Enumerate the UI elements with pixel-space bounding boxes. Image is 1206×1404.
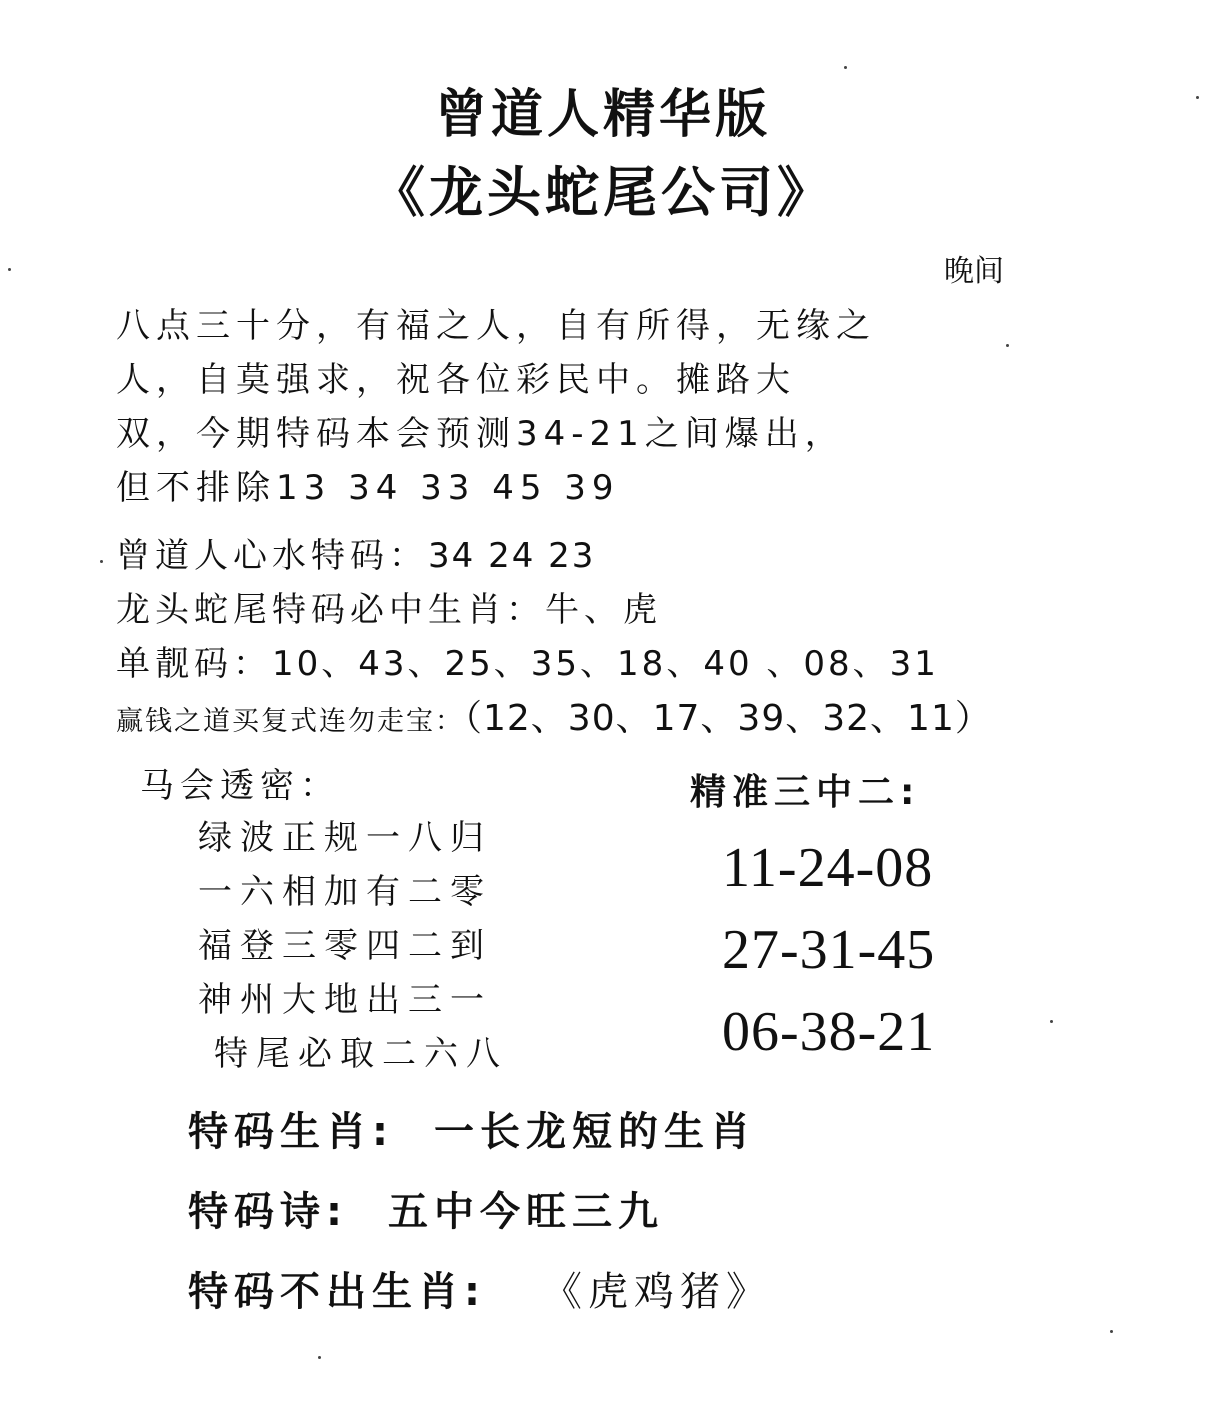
win-way-values: （12、30、17、39、32、11） (464, 698, 992, 739)
page-title: 曾道人精华版 (434, 85, 771, 145)
win-way-line (116, 690, 992, 741)
intro-line-3: 双，今期特码本会预测34-21之间爆出， (116, 414, 845, 454)
scan-speck (1110, 1330, 1113, 1333)
poem-line-4: 神州大地出三一 (198, 980, 492, 1020)
scan-speck (1006, 344, 1009, 347)
zodiac-label: 龙头蛇尾特码必中生肖： (116, 590, 545, 630)
scan-speck (8, 268, 11, 271)
win-way-label: 赢钱之道买复式连勿走宝： (116, 706, 464, 737)
special-poem-label: 特码诗: (188, 1189, 348, 1235)
special-poem-line (188, 1180, 664, 1237)
single-code-label: 单靓码： (116, 644, 272, 684)
heart-code-label: 曾道人心水特码： (116, 536, 428, 576)
scan-speck (1050, 1020, 1053, 1023)
page-subtitle: 《龙头蛇尾公司》 (371, 161, 835, 224)
poem-line-1: 绿波正规一八归 (198, 818, 492, 858)
scan-speck (844, 66, 847, 69)
poem-line-2: 一六相加有二零 (198, 872, 492, 912)
precise-code-1: 11-24-08 (722, 837, 934, 899)
scan-speck (318, 1356, 321, 1359)
single-code-line (116, 636, 939, 685)
excluded-zodiac-line (188, 1260, 772, 1317)
single-code-values: 10、43、25、35、18、40 、08、31 (272, 644, 939, 684)
heart-code-line (116, 528, 595, 577)
special-poem-value: 五中今旺三九 (388, 1189, 664, 1235)
time-note: 晚间 (944, 254, 1004, 289)
poem-line-5: 特尾必取二六八 (214, 1034, 508, 1074)
special-zodiac-label: 特码生肖: (188, 1109, 394, 1155)
zodiac-values: 牛、虎 (545, 590, 662, 630)
scan-speck (100, 560, 103, 563)
heart-code-values: 34 24 23 (428, 536, 596, 576)
special-zodiac-value: 一长龙短的生肖 (434, 1109, 756, 1155)
excluded-zodiac-label: 特码不出生肖: (188, 1269, 486, 1315)
precise-code-3: 06-38-21 (722, 1001, 936, 1063)
horse-secret-heading: 马会透密： (140, 766, 340, 806)
intro-line-1: 八点三十分，有福之人，自有所得，无缘之 (116, 306, 876, 346)
scan-speck (1196, 96, 1199, 99)
poem-line-3: 福登三零四二到 (198, 926, 492, 966)
precise-heading: 精准三中二: (690, 772, 921, 813)
intro-line-2: 人，自莫强求，祝各位彩民中。摊路大 (116, 360, 796, 400)
zodiac-line (116, 582, 662, 631)
precise-code-2: 27-31-45 (722, 919, 936, 981)
excluded-zodiac-value: 《虎鸡猪》 (542, 1269, 772, 1315)
intro-line-4: 但不排除13 34 33 45 39 (116, 468, 620, 508)
special-zodiac-line (188, 1100, 756, 1157)
